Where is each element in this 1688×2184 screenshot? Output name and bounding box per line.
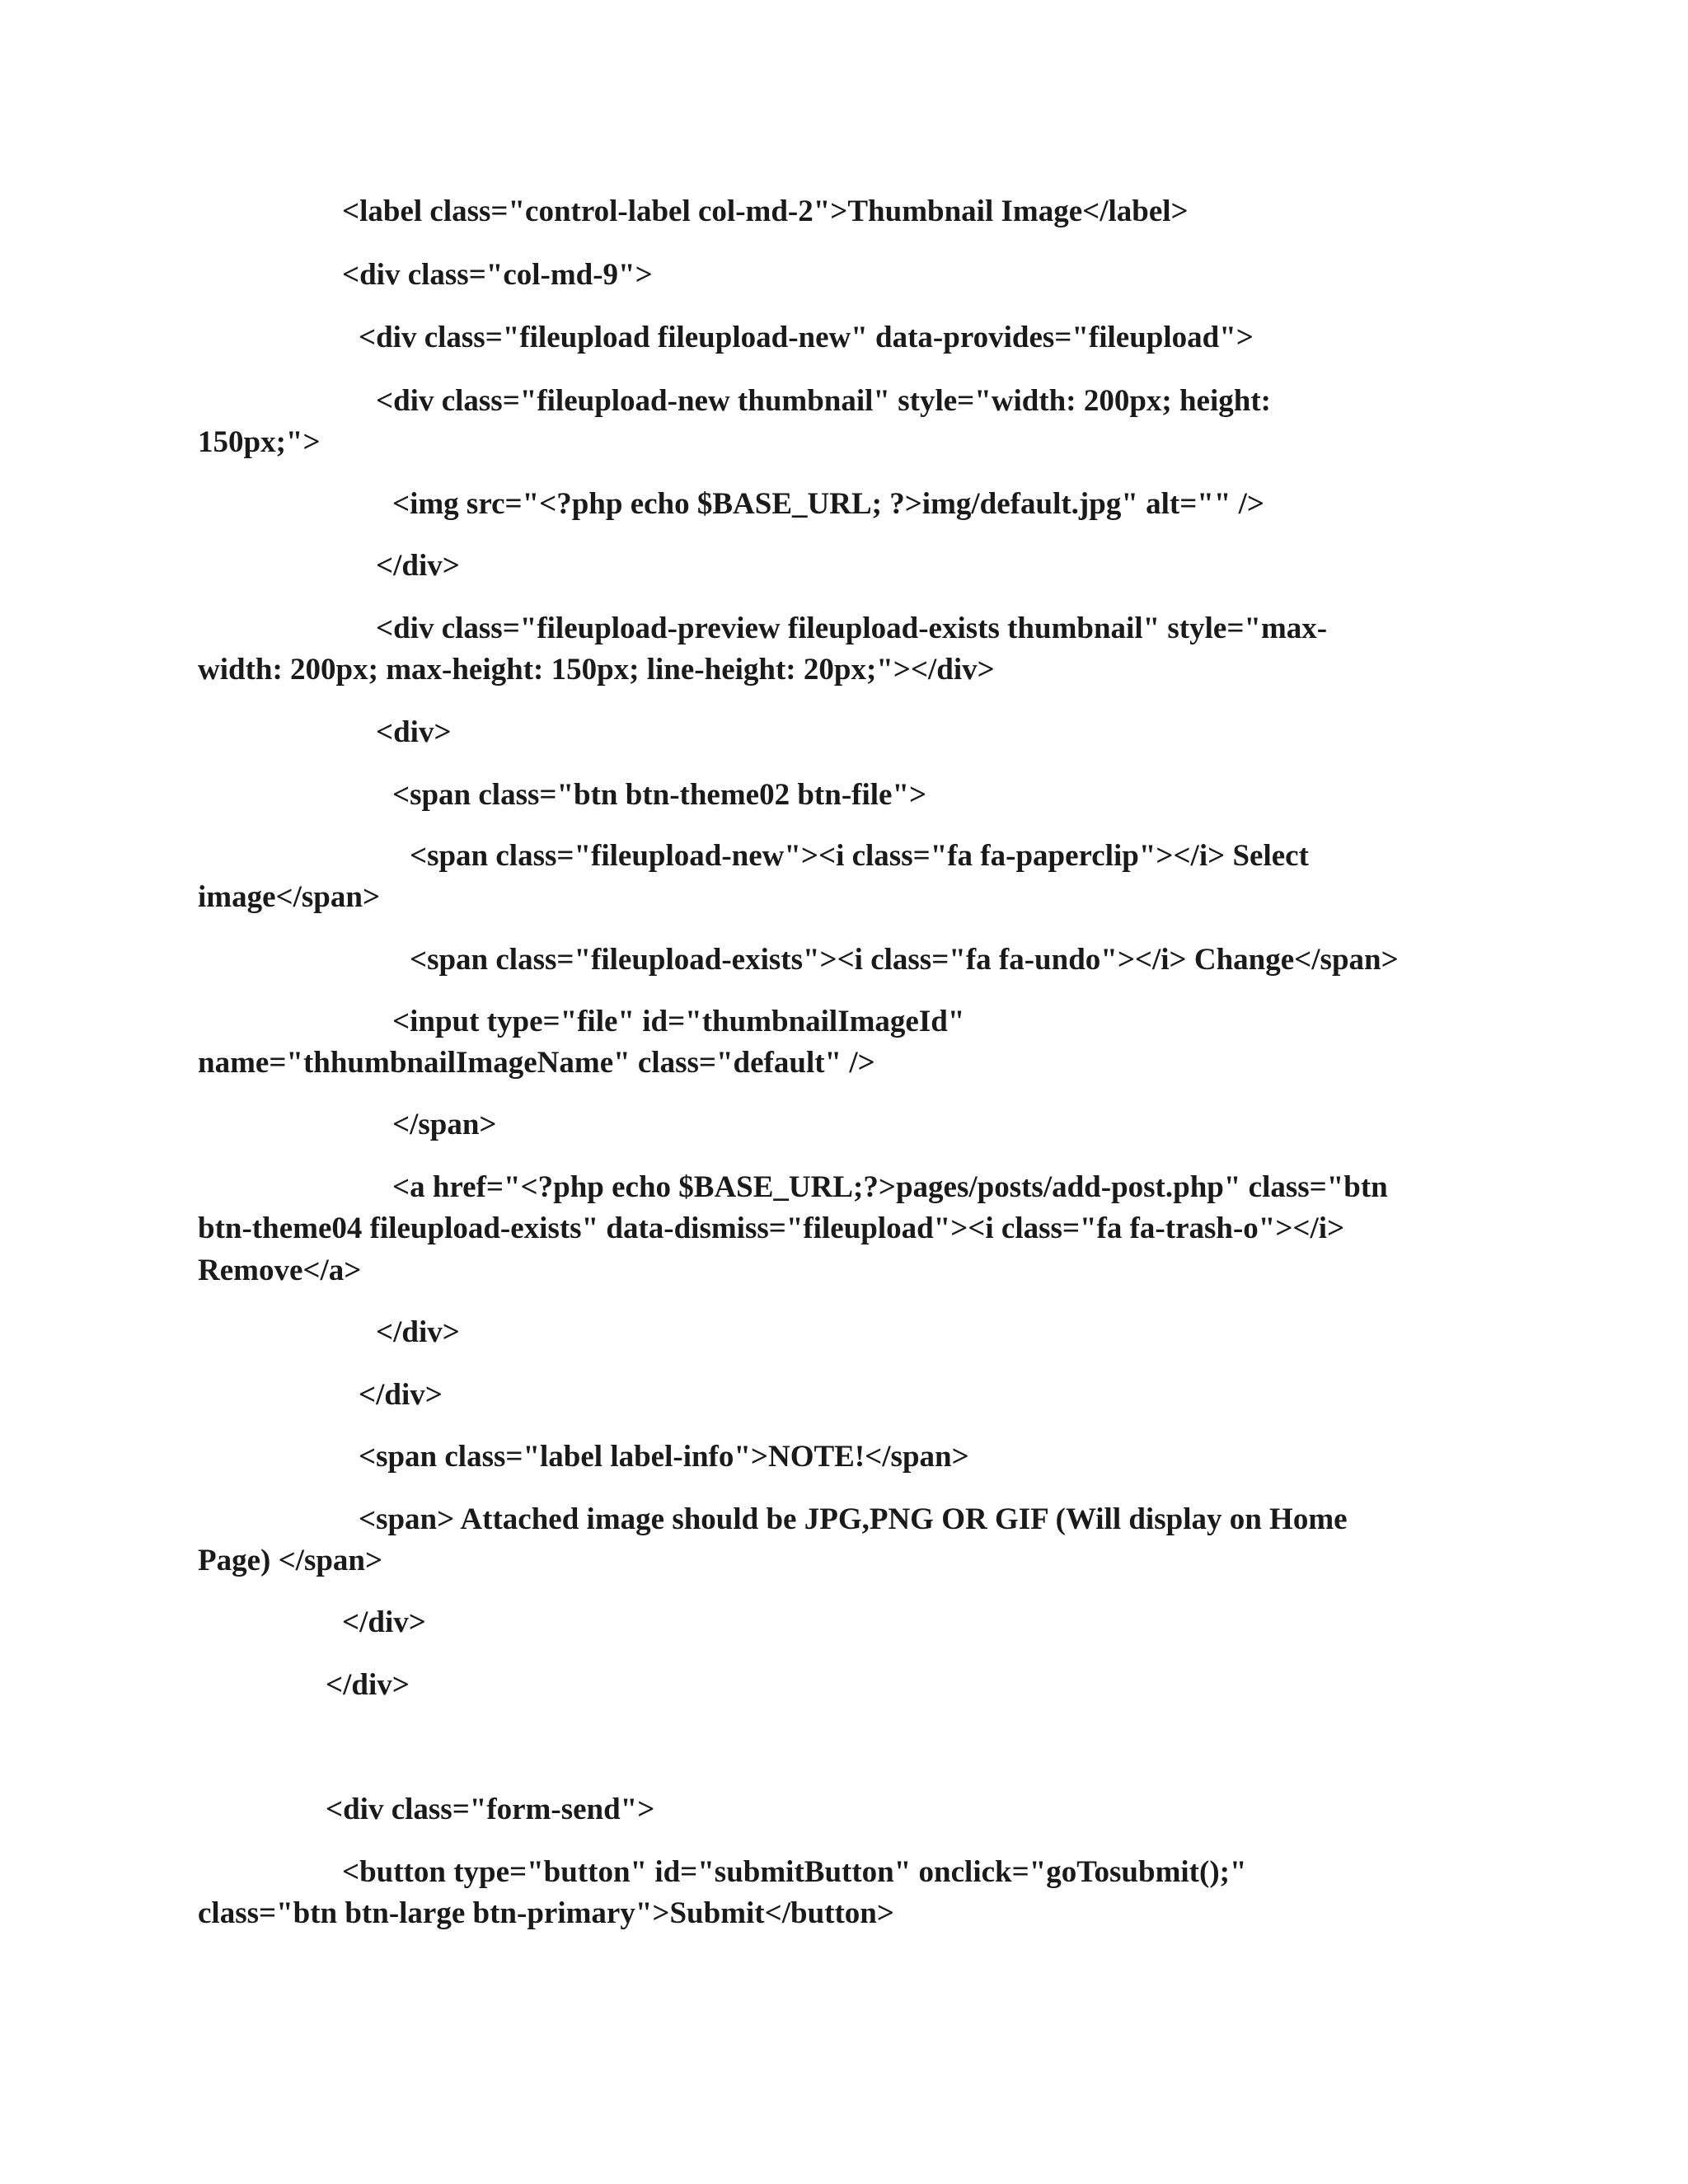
code-line: btn-theme04 fileupload-exists" data-dismiss="fileupload"><i class="fa fa-trash-o"></i> (198, 1212, 1345, 1245)
code-line: image</span> (198, 880, 381, 914)
code-line: 150px;"> (198, 425, 321, 459)
code-line: <span class="btn btn-theme02 btn-file"> (392, 778, 927, 812)
code-line: <img src="<?php echo $BASE_URL; ?>img/default.jpg" alt="" /> (392, 487, 1265, 521)
code-line: </div> (326, 1668, 410, 1702)
code-line: <span class="fileupload-exists"><i class="fa fa-undo"></i> Change</span> (410, 943, 1399, 977)
code-line: <div class="fileupload-preview fileupload-exists thumbnail" style="max- (376, 612, 1328, 645)
code-line: <button type="button" id="submitButton" onclick="goTosubmit();" (342, 1855, 1247, 1889)
code-line: <input type="file" id="thumbnailImageId" (392, 1005, 965, 1038)
code-line: <span> Attached image should be JPG,PNG OR GIF (Will display on Home (359, 1502, 1348, 1536)
code-line: <a href="<?php echo $BASE_URL;?>pages/posts/add-post.php" class="btn (392, 1170, 1388, 1204)
code-line: </span> (392, 1108, 497, 1141)
code-line: class="btn btn-large btn-primary">Submit</button> (198, 1896, 894, 1930)
code-line: <span class="label label-info">NOTE!</span> (359, 1440, 969, 1474)
code-line: <div class="col-md-9"> (342, 258, 653, 292)
code-line: <div class="form-send"> (326, 1793, 655, 1826)
code-line: <span class="fileupload-new"><i class="fa fa-paperclip"></i> Select (410, 839, 1309, 873)
code-line: Remove</a> (198, 1254, 362, 1287)
code-line: name="thhumbnailImageName" class="default" /> (198, 1046, 875, 1080)
code-line: </div> (342, 1605, 426, 1639)
code-line: <div> (376, 715, 452, 749)
code-line: <div class="fileupload fileupload-new" data-provides="fileupload"> (359, 321, 1254, 354)
code-line: <div class="fileupload-new thumbnail" style="width: 200px; height: (376, 384, 1271, 418)
code-line: <label class="control-label col-md-2">Thumbnail Image</label> (342, 194, 1189, 228)
code-line: </div> (359, 1378, 443, 1412)
code-line: Page) </span> (198, 1544, 383, 1577)
code-line: </div> (376, 1315, 460, 1349)
code-line: width: 200px; max-height: 150px; line-height: 20px;"></div> (198, 653, 995, 687)
code-line: </div> (376, 549, 460, 583)
